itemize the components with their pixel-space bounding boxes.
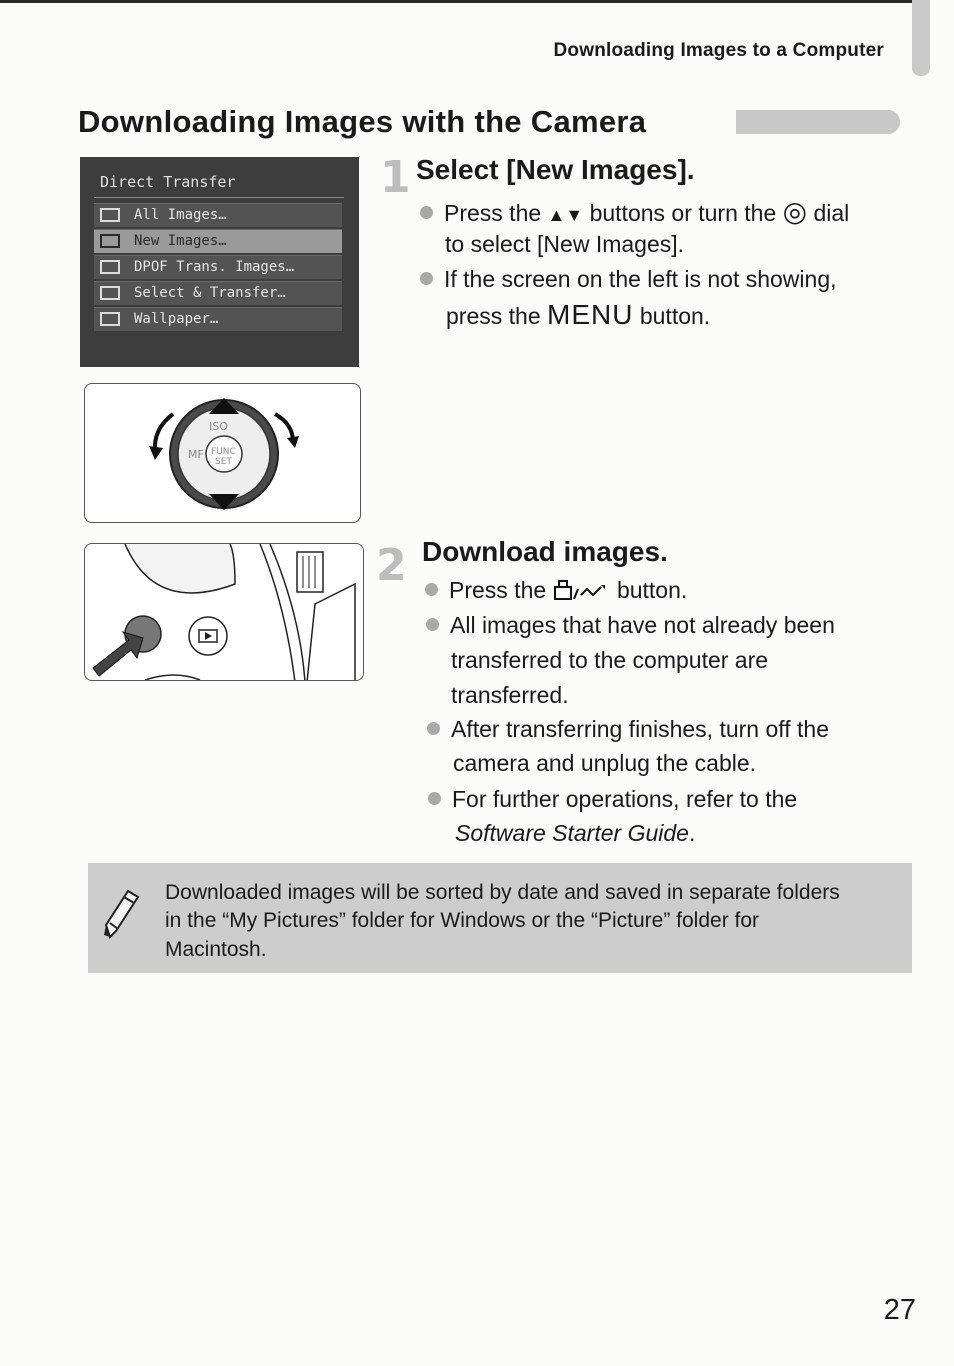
bullet-text: If the screen on the left is not showing, bbox=[444, 266, 837, 292]
camera-top-drawing bbox=[85, 544, 364, 681]
dial-label-mf: MF bbox=[188, 448, 204, 461]
menu-divider bbox=[94, 197, 344, 198]
bullet-text: button. bbox=[616, 577, 688, 603]
bullet-text: For further operations, refer to the bbox=[452, 786, 798, 812]
bullet-icon bbox=[427, 722, 440, 735]
step-1-bullet-2 bbox=[420, 266, 837, 293]
step-1-bullet-2-cont bbox=[446, 299, 710, 331]
step-2-bullet-1 bbox=[425, 577, 687, 604]
bullet-text: Press the bbox=[444, 200, 542, 226]
note-line: in the “My Pictures” folder for Windows or the “Picture” folder for bbox=[165, 909, 760, 932]
step-2-bullet-4 bbox=[428, 786, 797, 813]
bullet-text: All images that have not already been bbox=[450, 612, 835, 638]
step-2-number: 2 bbox=[376, 540, 407, 591]
step-1-bullet-1 bbox=[420, 195, 849, 228]
bullet-text: dial bbox=[813, 200, 850, 226]
step-2-title: Download images. bbox=[422, 536, 668, 567]
step-1-bullet-1-cont: to select [New Images]. bbox=[445, 231, 685, 257]
control-dial-drawing bbox=[85, 384, 362, 524]
step-2-bullet-2-cont: transferred. bbox=[451, 682, 569, 708]
direct-transfer-menu-screen bbox=[80, 157, 359, 367]
bullet-text: buttons or turn the bbox=[589, 200, 777, 226]
bullet-text: After transferring finishes, turn off the bbox=[451, 716, 829, 742]
step-2-bullet-4-cont bbox=[455, 820, 695, 847]
step-1-number: 1 bbox=[380, 152, 411, 203]
running-head: Downloading Images to a Computer bbox=[553, 40, 884, 61]
up-down-arrows-icon: ▲▼ bbox=[547, 205, 584, 225]
dial-label-iso: ISO bbox=[209, 420, 228, 433]
select-transfer-icon bbox=[100, 286, 120, 300]
step-2-bullet-3 bbox=[427, 716, 829, 743]
step-2-bullet-2 bbox=[426, 612, 835, 639]
bullet-icon bbox=[420, 272, 433, 285]
bullet-text: button. bbox=[639, 303, 711, 329]
control-dial-icon: ◎ bbox=[782, 196, 808, 227]
menu-item-dpof bbox=[94, 255, 342, 279]
menu-item-new-images bbox=[94, 229, 342, 253]
note-line: Macintosh. bbox=[165, 938, 267, 961]
dial-label-func: FUNC bbox=[211, 447, 236, 457]
pencil-icon bbox=[102, 885, 142, 941]
bullet-icon bbox=[426, 618, 439, 631]
menu-item-label: Wallpaper… bbox=[134, 311, 219, 327]
camera-button-illustration bbox=[84, 543, 364, 681]
new-images-icon bbox=[100, 234, 120, 248]
menu-item-label: New Images… bbox=[134, 233, 227, 249]
title-accent-bar bbox=[736, 110, 900, 134]
guide-title: Software Starter Guide bbox=[455, 820, 689, 846]
menu-item-all-images bbox=[94, 203, 342, 227]
menu-title: Direct Transfer bbox=[100, 173, 236, 191]
print-share-icon bbox=[553, 579, 611, 601]
bullet-icon bbox=[428, 792, 441, 805]
top-rule bbox=[0, 0, 920, 3]
all-images-icon bbox=[100, 208, 120, 222]
page-number: 27 bbox=[883, 1294, 916, 1326]
bullet-icon bbox=[420, 206, 433, 219]
dial-label-set: SET bbox=[215, 457, 232, 467]
menu-item-wallpaper bbox=[94, 307, 342, 331]
menu-item-label: All Images… bbox=[134, 207, 227, 223]
bullet-text: Press the bbox=[449, 577, 547, 603]
step-1-title: Select [New Images]. bbox=[416, 154, 695, 185]
bullet-text: press the bbox=[446, 303, 541, 329]
control-dial-illustration bbox=[84, 383, 361, 523]
menu-item-label: DPOF Trans. Images… bbox=[134, 259, 295, 275]
bullet-text: . bbox=[688, 820, 696, 846]
step-2-bullet-2-cont: transferred to the computer are bbox=[451, 647, 769, 673]
step-2-bullet-3-cont: camera and unplug the cable. bbox=[453, 750, 757, 776]
menu-item-label: Select & Transfer… bbox=[134, 285, 286, 301]
menu-item-select-transfer bbox=[94, 281, 342, 305]
bullet-icon bbox=[425, 583, 438, 596]
wallpaper-icon bbox=[100, 312, 120, 326]
note-box bbox=[88, 863, 912, 973]
dpof-icon bbox=[100, 260, 120, 274]
page-tab-marker bbox=[912, 0, 930, 76]
menu-button-label: MENU bbox=[547, 299, 634, 330]
note-line: Downloaded images will be sorted by date and saved in separate folders bbox=[165, 881, 840, 904]
section-title: Downloading Images with the Camera bbox=[78, 104, 647, 139]
